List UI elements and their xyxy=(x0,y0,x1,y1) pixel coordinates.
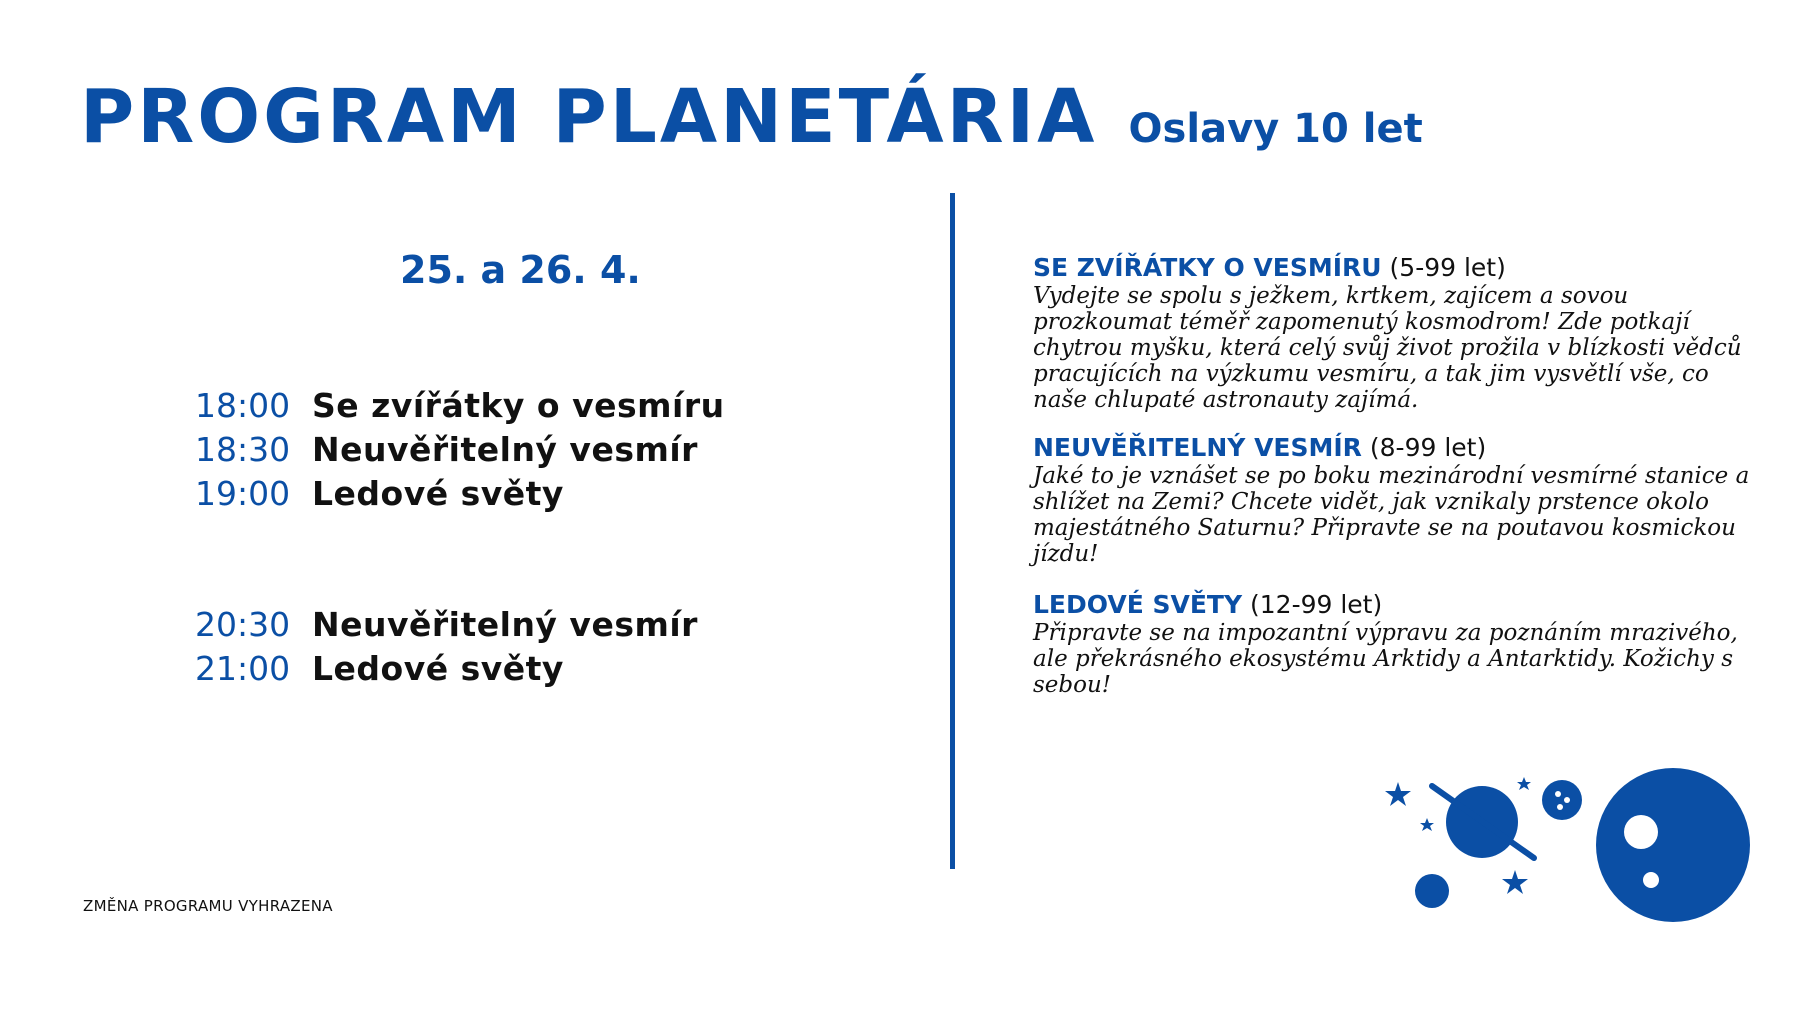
schedule-group-1 xyxy=(195,383,725,515)
schedule-row xyxy=(195,383,725,427)
schedule-row xyxy=(195,602,698,646)
vertical-divider xyxy=(950,193,955,869)
description-age: (5-99 let) xyxy=(1389,253,1506,282)
moon-icon xyxy=(1542,780,1582,820)
schedule-time: 20:30 xyxy=(195,604,291,644)
page-title: PROGRAM PLANETÁRIA xyxy=(80,74,1098,160)
description-age: (8-99 let) xyxy=(1369,433,1487,462)
schedule-show: Ledové světy xyxy=(312,473,564,513)
page-header xyxy=(80,74,1423,160)
star-icon xyxy=(1420,818,1434,831)
show-description xyxy=(1033,433,1753,567)
planet-icon xyxy=(1596,768,1750,922)
description-heading xyxy=(1033,590,1753,620)
schedule-row xyxy=(195,427,725,471)
star-icon xyxy=(1502,870,1528,894)
show-description xyxy=(1033,253,1753,413)
schedule-show: Se zvířátky o vesmíru xyxy=(312,385,725,425)
small-planet-icon xyxy=(1415,874,1449,908)
star-icon xyxy=(1385,782,1411,806)
show-description xyxy=(1033,590,1753,698)
description-title: NEUVĚŘITELNÝ VESMÍR xyxy=(1033,433,1362,462)
schedule-time: 21:00 xyxy=(195,648,291,688)
description-age: (12-99 let) xyxy=(1250,590,1383,619)
schedule-row xyxy=(195,471,725,515)
space-decoration xyxy=(1370,760,1770,940)
description-text: Připravte se na impozantní výpravu za poznáním mrazivého, ale překrásného ekosystému Arktidy a Antarktidy. Kožichy s sebou! xyxy=(1033,620,1738,698)
description-text: Jaké to je vznášet se po boku mezinárodní vesmírné stanice a shlížet na Zemi? Chcete vidět, jak vznikaly prstence okolo majestátného Saturnu? Připravte se na poutavou kosmickou jízdu! xyxy=(1033,463,1750,567)
schedule-group-2 xyxy=(195,602,698,690)
description-text: Vydejte se spolu s ježkem, krtkem, zajícem a sovou prozkoumat téměř zapomenutý kosmodrom! Zde potkají chytrou myšku, která celý svůj život prožila v blízkosti vědců pracujících na výzkumu vesmíru, a tak jim vysvětlí vše, co naše chlupaté astronauty zajímá. xyxy=(1033,283,1742,413)
description-title: LEDOVÉ SVĚTY xyxy=(1033,590,1243,619)
schedule-row xyxy=(195,646,698,690)
footer-note: ZMĚNA PROGRAMU VYHRAZENA xyxy=(83,897,333,915)
event-date: 25. a 26. 4. xyxy=(400,248,641,292)
description-heading xyxy=(1033,433,1753,463)
schedule-time: 18:30 xyxy=(195,429,291,469)
schedule-time: 19:00 xyxy=(195,473,291,513)
schedule-time: 18:00 xyxy=(195,385,291,425)
schedule-show: Ledové světy xyxy=(312,648,564,688)
page-subtitle: Oslavy 10 let xyxy=(1128,106,1423,152)
description-heading xyxy=(1033,253,1753,283)
schedule-show: Neuvěřitelný vesmír xyxy=(312,429,698,469)
schedule-show: Neuvěřitelný vesmír xyxy=(312,604,698,644)
star-icon xyxy=(1517,777,1531,790)
description-title: SE ZVÍŘÁTKY O VESMÍRU xyxy=(1033,253,1382,282)
saturn-icon xyxy=(1432,786,1534,858)
